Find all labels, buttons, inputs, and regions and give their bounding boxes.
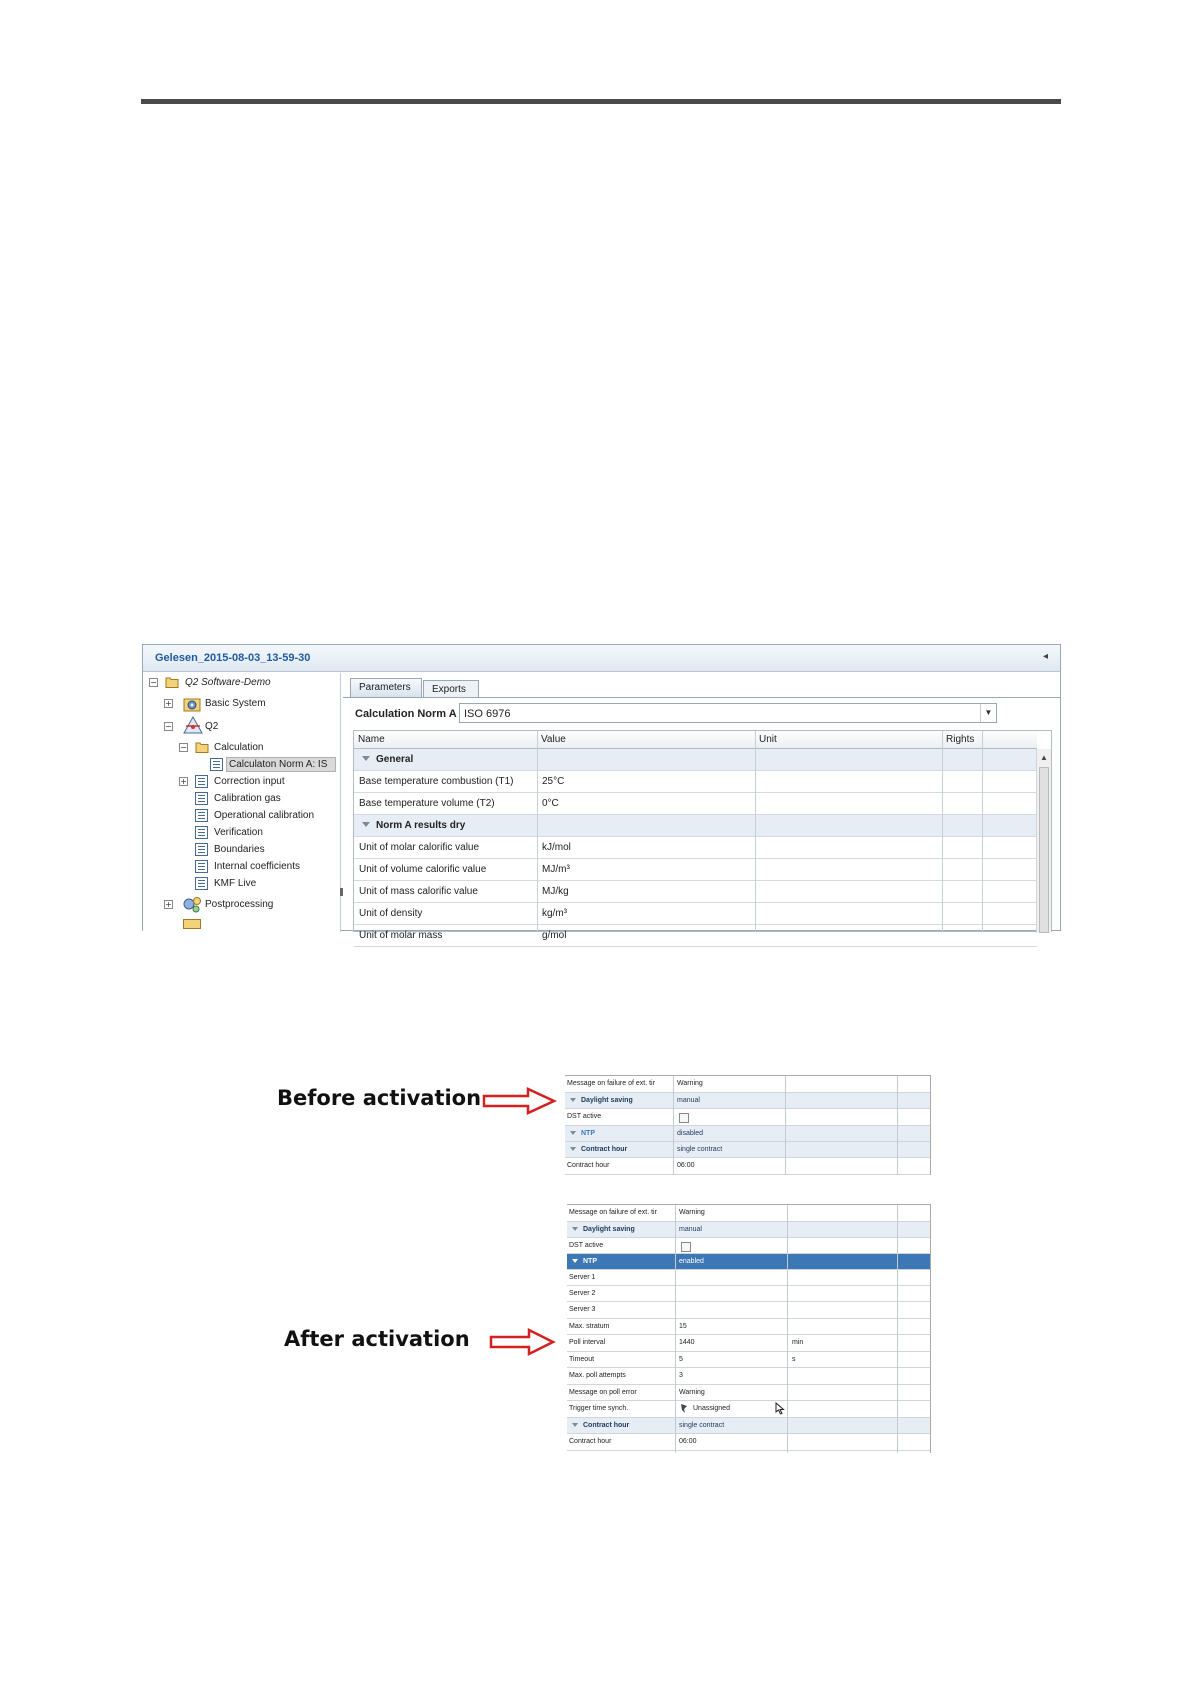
table-row[interactable]	[354, 837, 1037, 859]
tree-label: Internal coefficients	[214, 861, 300, 872]
row-value[interactable]: 06:00	[677, 1162, 695, 1169]
group-collapse-icon[interactable]	[570, 1147, 576, 1151]
group-label: General	[376, 754, 414, 765]
row-value[interactable]: 5	[679, 1356, 683, 1363]
group-row[interactable]	[565, 1126, 930, 1142]
tree-node-correction-input[interactable]	[147, 774, 337, 790]
row-value[interactable]: kJ/mol	[542, 842, 571, 853]
table-row[interactable]	[354, 771, 1037, 793]
row-name: Unit of density	[359, 908, 423, 919]
row-unit: min	[792, 1339, 804, 1346]
vertical-scrollbar[interactable]	[1036, 749, 1051, 933]
column-divider	[755, 731, 756, 931]
row-name: DST active	[567, 1113, 602, 1120]
column-divider	[942, 731, 943, 931]
table-group-row[interactable]	[354, 815, 1037, 837]
row-value[interactable]: disabled	[677, 1130, 704, 1137]
column-divider	[787, 1205, 788, 1453]
parameter-list-icon	[195, 877, 209, 890]
row-value[interactable]: 1440	[679, 1339, 695, 1346]
table-group-row[interactable]	[354, 749, 1037, 771]
row-name: Message on poll error	[569, 1389, 637, 1396]
list-item[interactable]	[565, 1076, 930, 1093]
column-divider	[897, 1205, 898, 1453]
tree-label: Calculation	[214, 742, 264, 753]
collapse-toggle-icon[interactable]: −	[165, 722, 172, 731]
parameter-list-icon	[195, 792, 209, 805]
group-label: Daylight saving	[581, 1097, 633, 1104]
row-name: Contract hour	[569, 1438, 612, 1445]
group-row[interactable]	[567, 1222, 930, 1238]
parameter-list-icon	[195, 843, 209, 856]
row-name: Contract hour	[567, 1162, 610, 1169]
tree-node-calculation[interactable]	[147, 740, 337, 756]
row-name: Message on failure of ext. tir	[567, 1080, 655, 1087]
row-name: Trigger time synch.	[569, 1405, 629, 1412]
postprocessing-icon	[181, 895, 203, 913]
table-row[interactable]	[354, 881, 1037, 903]
after-settings-table	[567, 1204, 931, 1453]
list-item[interactable]	[567, 1302, 930, 1319]
row-value[interactable]: Unassigned	[693, 1405, 730, 1412]
tree-label-selected: Calculaton Norm A: IS	[226, 757, 336, 772]
detail-panel	[343, 673, 1061, 941]
list-item[interactable]	[567, 1319, 930, 1335]
parameter-list-icon	[195, 860, 209, 873]
table-row[interactable]	[354, 793, 1037, 815]
row-value[interactable]: Warning	[679, 1209, 705, 1216]
dropdown-arrow-icon[interactable]: ▼	[980, 704, 996, 722]
parameter-list-icon	[195, 775, 209, 788]
window-title: Gelesen_2015-08-03_13-59-30	[155, 652, 311, 664]
group-collapse-icon[interactable]	[362, 822, 370, 827]
collapse-icon[interactable]: ◂	[1042, 651, 1048, 662]
row-name: Server 1	[569, 1274, 596, 1281]
row-value[interactable]: manual	[679, 1226, 702, 1233]
list-item[interactable]	[567, 1286, 930, 1302]
row-unit: s	[792, 1356, 796, 1363]
row-value[interactable]: kg/m³	[542, 908, 567, 919]
column-divider	[673, 1076, 674, 1175]
group-row[interactable]	[565, 1093, 930, 1109]
tree-node-calculation-norm-a[interactable]	[147, 757, 337, 773]
after-caption: After activation	[284, 1327, 470, 1351]
list-item[interactable]	[565, 1158, 930, 1175]
row-value[interactable]: g/mol	[542, 930, 567, 941]
row-value[interactable]: manual	[677, 1097, 700, 1104]
tab-exports[interactable]: Exports	[423, 680, 479, 697]
row-value[interactable]: MJ/m³	[542, 864, 570, 875]
row-value[interactable]: MJ/kg	[542, 886, 569, 897]
basic-system-icon	[183, 696, 201, 712]
row-name: Max. poll attempts	[569, 1372, 626, 1379]
row-name: Base temperature volume (T2)	[359, 798, 495, 809]
tree-node-q2[interactable]	[147, 719, 337, 735]
norm-select-value: ISO 6976	[464, 708, 511, 720]
row-name: Unit of molar mass	[359, 930, 443, 941]
red-arrow-icon	[482, 1087, 556, 1115]
row-value[interactable]: Warning	[677, 1080, 703, 1087]
navigation-tree	[143, 673, 341, 932]
q2-device-icon	[183, 716, 203, 735]
row-name: DST active	[569, 1242, 604, 1249]
expand-toggle-icon[interactable]: +	[165, 900, 172, 909]
row-name: Unit of mass calorific value	[359, 886, 478, 897]
table-row[interactable]	[354, 903, 1037, 925]
group-label: NTP	[581, 1130, 595, 1137]
tree-node-internal-coefficients[interactable]	[147, 859, 337, 875]
app-window	[142, 644, 1061, 941]
tree-node-verification[interactable]	[147, 825, 337, 841]
group-label: Norm A results dry	[376, 820, 466, 831]
row-value[interactable]: 25°C	[542, 776, 565, 787]
before-caption: Before activation	[277, 1086, 482, 1110]
norm-label: Calculation Norm A	[355, 708, 457, 720]
row-name: Max. stratum	[569, 1323, 610, 1330]
parameter-list-icon	[210, 758, 224, 771]
red-arrow-icon	[489, 1328, 555, 1356]
list-item[interactable]	[567, 1434, 930, 1451]
tree-label: Boundaries	[214, 844, 265, 855]
scroll-up-icon[interactable]: ▲	[1040, 753, 1048, 762]
row-name: Timeout	[569, 1356, 595, 1363]
column-header-rights[interactable]: Rights	[946, 734, 975, 745]
row-name: Message on failure of ext. tir	[569, 1209, 657, 1216]
group-collapse-icon[interactable]	[572, 1259, 578, 1263]
norm-selector-row	[353, 703, 1053, 725]
row-value[interactable]: Warning	[679, 1389, 705, 1396]
tree-node-kmf-live[interactable]	[147, 876, 337, 892]
tab-divider	[343, 697, 1061, 698]
row-value[interactable]: 15	[679, 1323, 687, 1330]
scrollbar-thumb[interactable]	[1039, 767, 1049, 933]
group-label: NTP	[583, 1258, 597, 1265]
column-divider	[537, 731, 538, 931]
parameter-table	[353, 730, 1052, 941]
table-row[interactable]	[354, 859, 1037, 881]
tree-label: Operational calibration	[214, 810, 315, 821]
tree-node-software-demo[interactable]	[147, 675, 337, 691]
tree-label: Correction input	[214, 776, 285, 787]
tree-label: Postprocessing	[205, 899, 274, 910]
norm-select[interactable]	[459, 703, 997, 723]
group-label: Daylight saving	[583, 1226, 635, 1233]
row-value[interactable]: single contract	[677, 1146, 723, 1153]
group-row[interactable]	[567, 1418, 930, 1434]
row-value[interactable]: 0°C	[542, 798, 559, 809]
collapse-toggle-icon[interactable]: −	[150, 678, 157, 687]
tree-node-postprocessing[interactable]	[147, 897, 337, 913]
group-collapse-icon[interactable]	[570, 1131, 576, 1135]
dst-active-checkbox[interactable]	[681, 1242, 691, 1252]
table-header	[354, 731, 1037, 749]
group-row[interactable]	[565, 1142, 930, 1158]
expand-toggle-icon[interactable]: +	[165, 699, 172, 708]
row-name: Server 2	[569, 1290, 596, 1297]
row-name: Poll interval	[569, 1339, 606, 1346]
group-label: Contract hour	[581, 1146, 628, 1153]
row-name: Unit of molar calorific value	[359, 842, 480, 853]
list-item[interactable]	[567, 1270, 930, 1286]
tree-label: Q2 Software-Demo	[185, 677, 271, 688]
expand-toggle-icon[interactable]: +	[180, 777, 187, 786]
column-divider	[982, 731, 983, 931]
before-settings-table	[565, 1075, 931, 1175]
column-divider	[675, 1205, 676, 1453]
column-divider	[897, 1076, 898, 1175]
parameter-list-icon	[195, 809, 209, 822]
folder-icon	[195, 741, 209, 754]
list-item[interactable]	[567, 1205, 930, 1222]
column-header-unit[interactable]: Unit	[759, 734, 777, 745]
row-value[interactable]: 3	[679, 1372, 683, 1379]
tree-label: Q2	[205, 721, 219, 732]
cursor-icon	[775, 1402, 786, 1417]
group-collapse-icon[interactable]	[362, 756, 370, 761]
row-name: Unit of volume calorific value	[359, 864, 487, 875]
parameter-list-icon	[195, 826, 209, 839]
selected-group-row[interactable]	[567, 1254, 930, 1270]
dst-active-checkbox[interactable]	[679, 1113, 689, 1123]
group-collapse-icon[interactable]	[570, 1098, 576, 1102]
tree-node-boundaries[interactable]	[147, 842, 337, 858]
list-item[interactable]	[565, 1109, 930, 1126]
group-collapse-icon[interactable]	[572, 1227, 578, 1231]
folder-icon	[165, 676, 179, 689]
list-item[interactable]	[567, 1385, 930, 1401]
list-item[interactable]	[567, 1401, 930, 1418]
row-name: Server 3	[569, 1306, 596, 1313]
row-value[interactable]: single contract	[679, 1422, 725, 1429]
tree-node-operational-calibration[interactable]	[147, 808, 337, 824]
tree-node-calibration-gas[interactable]	[147, 791, 337, 807]
column-divider	[785, 1076, 786, 1175]
header-rule	[141, 99, 1061, 104]
tree-label: Verification	[214, 827, 263, 838]
tab-parameters[interactable]: Parameters	[350, 678, 422, 697]
column-header-value[interactable]: Value	[541, 734, 566, 745]
row-value[interactable]: 06:00	[679, 1438, 697, 1445]
folder-icon	[183, 919, 201, 929]
column-header-name[interactable]: Name	[358, 734, 385, 745]
tree-label: Basic System	[205, 698, 266, 709]
tree-label: KMF Live	[214, 878, 257, 889]
tree-label: Calibration gas	[214, 793, 281, 804]
trigger-icon	[679, 1403, 689, 1416]
table-row[interactable]	[354, 925, 1037, 947]
list-item[interactable]	[567, 1352, 930, 1368]
list-item[interactable]	[567, 1368, 930, 1385]
row-name: Base temperature combustion (T1)	[359, 776, 514, 787]
tree-node-basic-system[interactable]	[147, 696, 337, 712]
window-title-bar	[143, 645, 1060, 672]
row-value[interactable]: enabled	[679, 1258, 704, 1265]
list-item[interactable]	[567, 1335, 930, 1352]
group-label: Contract hour	[583, 1422, 630, 1429]
list-item[interactable]	[567, 1238, 930, 1254]
collapse-toggle-icon[interactable]: −	[180, 743, 187, 752]
group-collapse-icon[interactable]	[572, 1423, 578, 1427]
